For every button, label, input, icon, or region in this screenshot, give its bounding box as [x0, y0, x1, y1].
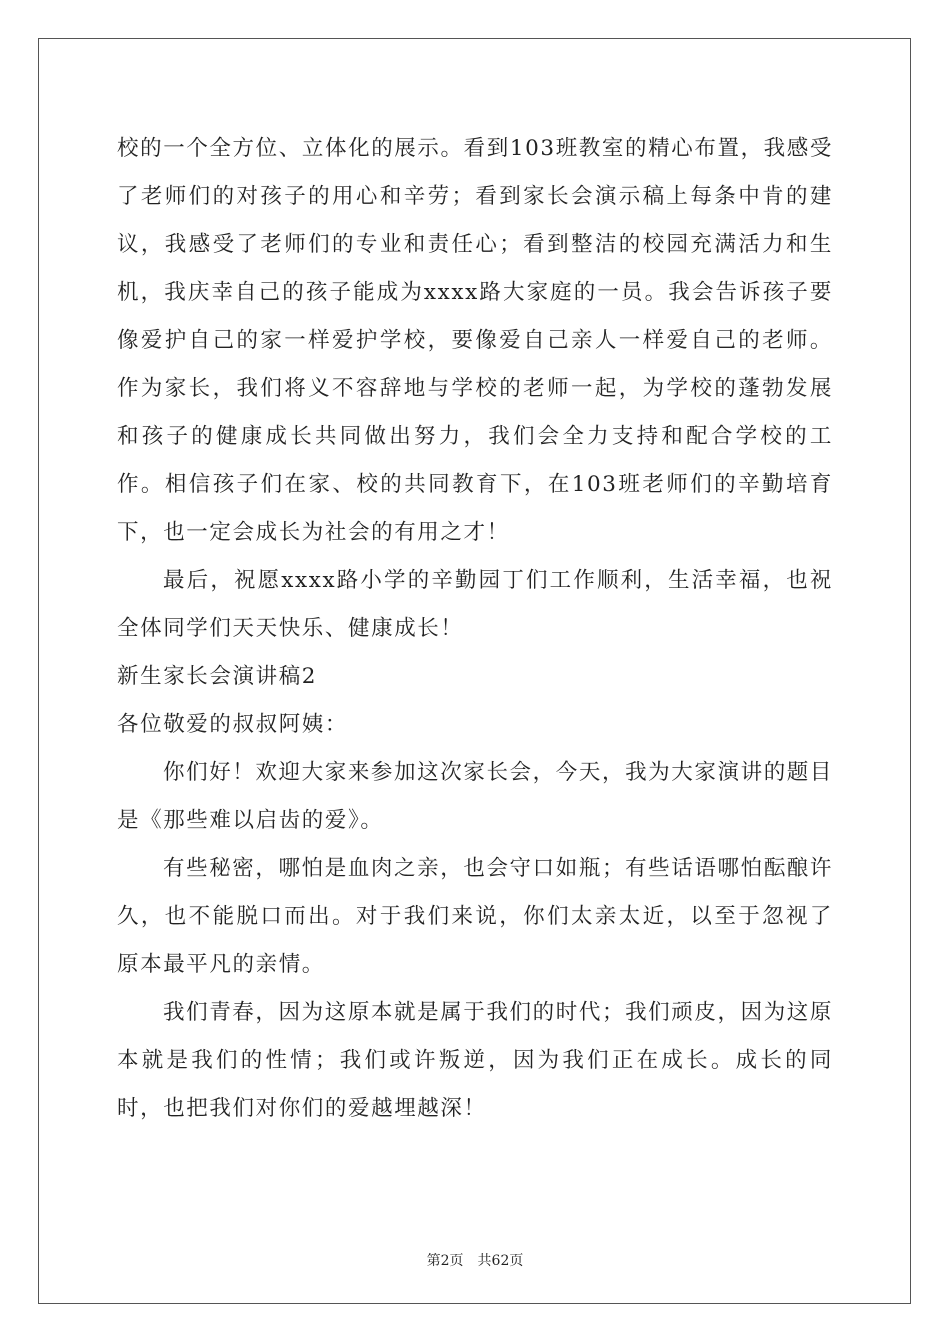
- page-footer: [0, 1250, 950, 1270]
- page-total: 共62页: [477, 1253, 524, 1269]
- paragraph-greeting: 你们好！欢迎大家来参加这次家长会，今天，我为大家演讲的题目是《那些难以启齿的爱》。: [117, 760, 833, 833]
- document-body: [117, 125, 833, 1133]
- paragraph-closing-wishes: 最后，祝愿xxxx路小学的辛勤园丁们工作顺利，生活幸福，也祝全体同学们天天快乐、健康成长！: [117, 568, 833, 641]
- paragraph-youth: 我们青春，因为这原本就是属于我们的时代；我们顽皮，因为这原本就是我们的性情；我们或许叛逆，因为我们正在成长。成长的同时，也把我们对你们的爱越埋越深！: [117, 1000, 833, 1121]
- paragraph-secrets: 有些秘密，哪怕是血肉之亲，也会守口如瓶；有些话语哪怕酝酿许久，也不能脱口而出。对于我们来说，你们太亲太近，以至于忽视了原本最平凡的亲情。: [117, 856, 833, 977]
- page-number: 第2页: [426, 1253, 464, 1269]
- section-title: 新生家长会演讲稿2: [117, 664, 318, 689]
- paragraph-continuation: 校的一个全方位、立体化的展示。看到103班教室的精心布置，我感受了老师们的对孩子的用心和辛劳；看到家长会演示稿上每条中肯的建议，我感受了老师们的专业和责任心；看到整洁的校园充满活力和生机，我庆幸自己的孩子能成为xxxx路大家庭的一员。我会告诉孩子要像爱护自己的家一样爱护学校，要像爱自己亲人一样爱自己的老师。作为家长，我们将义不容辞地与学校的老师一起，为学校的蓬勃发展和孩子的健康成长共同做出努力，我们会全力支持和配合学校的工作。相信孩子们在家、校的共同教育下，在103班老师们的辛勤培育下，也一定会成长为社会的有用之才！: [117, 136, 833, 545]
- salutation: 各位敬爱的叔叔阿姨：: [117, 712, 349, 737]
